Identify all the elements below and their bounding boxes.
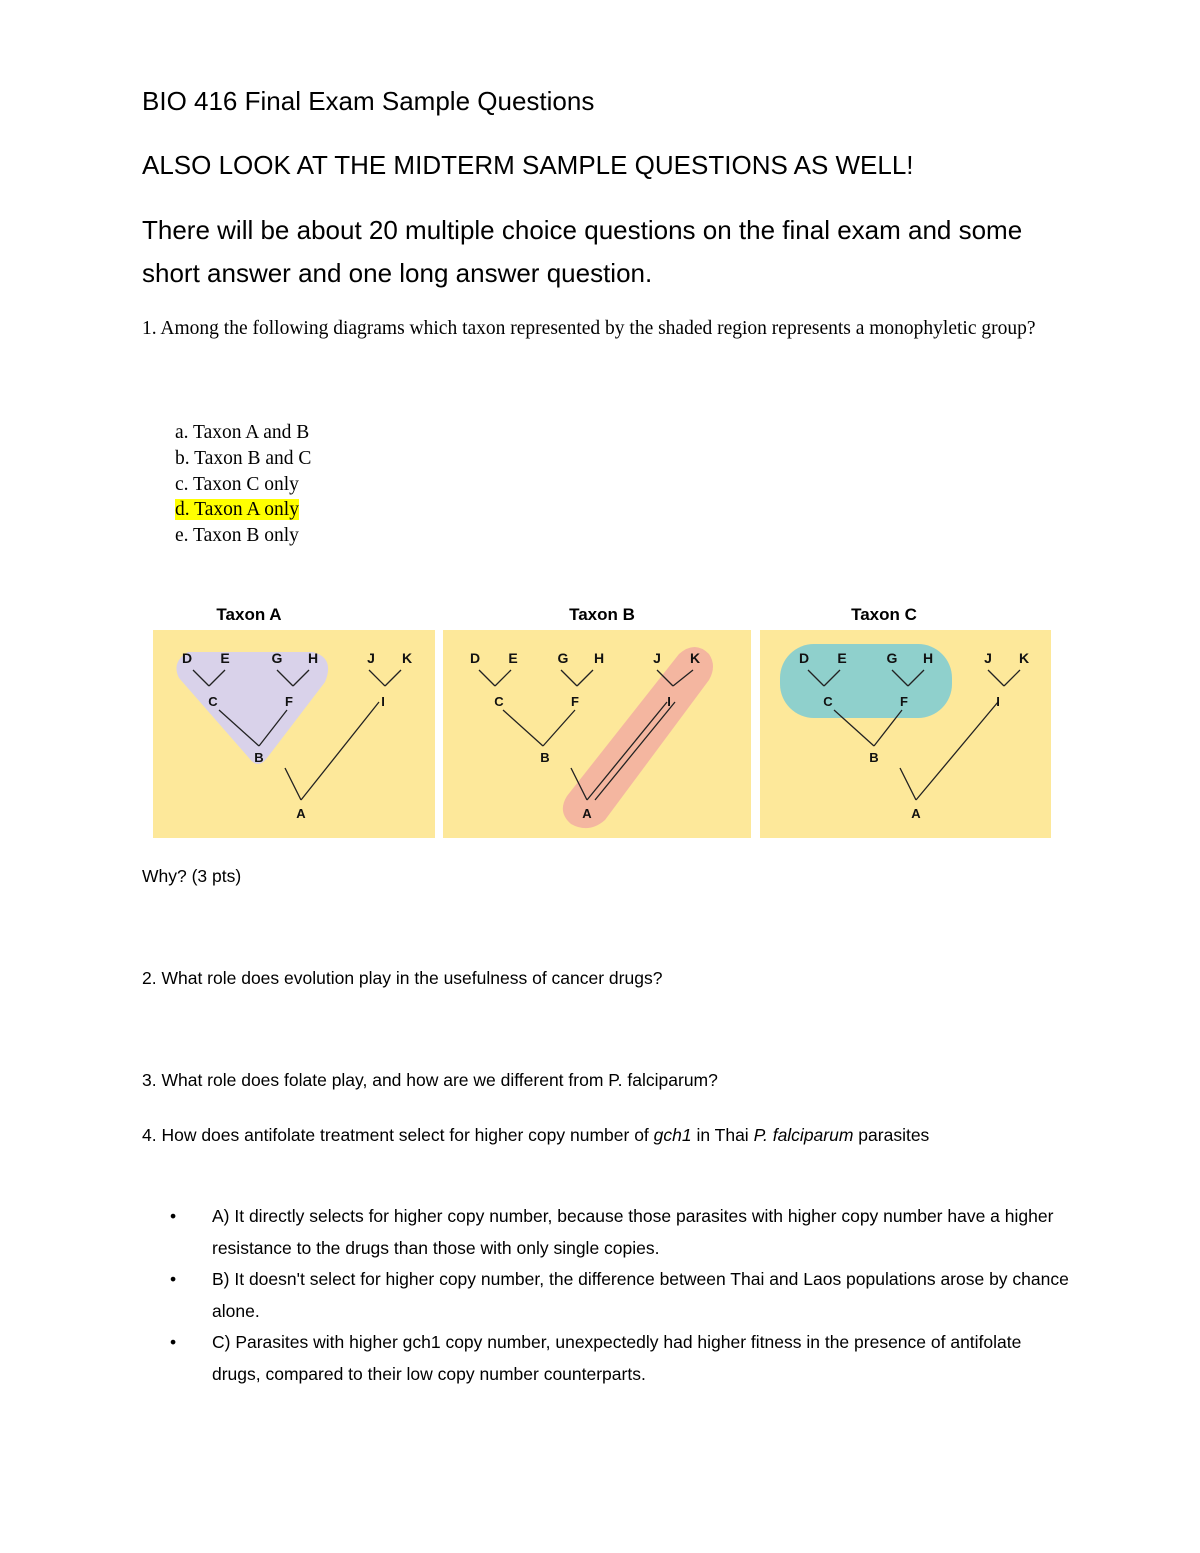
question-1-why: Why? (3 pts)	[142, 866, 242, 886]
node-b: B	[869, 750, 879, 765]
q4-middle: in Thai	[691, 1125, 754, 1145]
node-i: I	[996, 694, 1000, 709]
bullet-icon: •	[170, 1206, 177, 1226]
node-g: G	[886, 650, 898, 666]
q4-option-c	[170, 1327, 1070, 1390]
q4-gene: gch1	[653, 1125, 692, 1145]
node-d: D	[798, 650, 810, 666]
option-e: e. Taxon B only	[175, 525, 299, 547]
shade-taxon-a	[176, 652, 328, 764]
node-g: G	[557, 650, 569, 666]
node-j: J	[653, 650, 661, 666]
node-c: C	[823, 694, 833, 709]
option-c: c. Taxon C only	[175, 473, 299, 495]
node-i: I	[381, 694, 385, 709]
node-d: D	[181, 650, 193, 666]
question-4-text	[142, 1119, 1042, 1151]
node-f: F	[900, 694, 908, 709]
option-b: b. Taxon B and C	[175, 447, 312, 469]
document-title: BIO 416 Final Exam Sample Questions	[142, 86, 595, 116]
q4-species: P. falciparum	[753, 1125, 854, 1145]
question-2-text: 2. What role does evolution play in the usefulness of cancer drugs?	[142, 968, 663, 988]
node-i: I	[667, 694, 671, 709]
node-f: F	[285, 694, 293, 709]
node-j: J	[984, 650, 992, 666]
node-h: H	[922, 650, 934, 666]
question-4-options	[170, 1201, 1070, 1390]
node-e: E	[837, 650, 847, 666]
node-a: A	[582, 806, 592, 821]
node-j: J	[367, 650, 375, 666]
node-h: H	[593, 650, 605, 666]
bullet-icon: •	[170, 1269, 177, 1289]
exam-intro: There will be about 20 multiple choice questions on the final exam and some short answer and one long answer question.	[142, 215, 1023, 288]
q4-option-a-text: A) It directly selects for higher copy number, because those parasites with higher copy number have a higher resistance to the drugs than those with only single copies.	[212, 1206, 1054, 1258]
node-b: B	[254, 750, 264, 765]
phylogeny-panel-taxon-b	[443, 630, 751, 838]
phylogeny-panel-taxon-c	[760, 630, 1051, 838]
node-e: E	[220, 650, 230, 666]
node-k: K	[401, 650, 413, 666]
q4-option-b	[170, 1264, 1070, 1327]
node-c: C	[208, 694, 218, 709]
panel-title-taxon-c: Taxon C	[851, 605, 917, 624]
question-1-text: 1. Among the following diagrams which taxon represented by the shaded region represents a monophyletic group?	[142, 318, 1036, 339]
q4-option-b-text: B) It doesn't select for higher copy number, the difference between Thai and Laos populations arose by chance alone.	[212, 1269, 1069, 1321]
q4-option-c-text: C) Parasites with higher gch1 copy number, unexpectedly had higher fitness in the presence of antifolate drugs, compared to their low copy number counterparts.	[212, 1332, 1022, 1384]
option-a: a. Taxon A and B	[175, 422, 310, 443]
question-1-options	[175, 420, 311, 549]
node-d: D	[469, 650, 481, 666]
option-d-highlighted	[175, 497, 311, 523]
tree-c-svg	[760, 630, 1051, 838]
tree-a-svg	[153, 630, 435, 838]
q4-option-a	[170, 1201, 1070, 1264]
q4-prefix: 4. How does antifolate treatment select for higher copy number of	[142, 1125, 654, 1145]
panel-title-taxon-b: Taxon B	[569, 605, 635, 624]
phylogeny-panel-taxon-a	[153, 630, 435, 838]
midterm-notice: ALSO LOOK AT THE MIDTERM SAMPLE QUESTIONS AS WELL!	[142, 150, 914, 180]
bullet-icon: •	[170, 1332, 177, 1352]
node-e: E	[508, 650, 518, 666]
node-h: H	[307, 650, 319, 666]
node-k: K	[689, 650, 701, 666]
node-a: A	[911, 806, 921, 821]
q4-suffix: parasites	[853, 1125, 930, 1145]
panel-title-taxon-a: Taxon A	[216, 605, 282, 624]
node-g: G	[271, 650, 283, 666]
answer-highlight: d. Taxon A only	[175, 499, 299, 521]
node-f: F	[571, 694, 579, 709]
node-k: K	[1018, 650, 1030, 666]
node-b: B	[540, 750, 550, 765]
tree-b-svg	[443, 630, 751, 838]
question-3-text: 3. What role does folate play, and how are we different from P. falciparum?	[142, 1070, 718, 1090]
node-a: A	[296, 806, 306, 821]
node-c: C	[494, 694, 504, 709]
